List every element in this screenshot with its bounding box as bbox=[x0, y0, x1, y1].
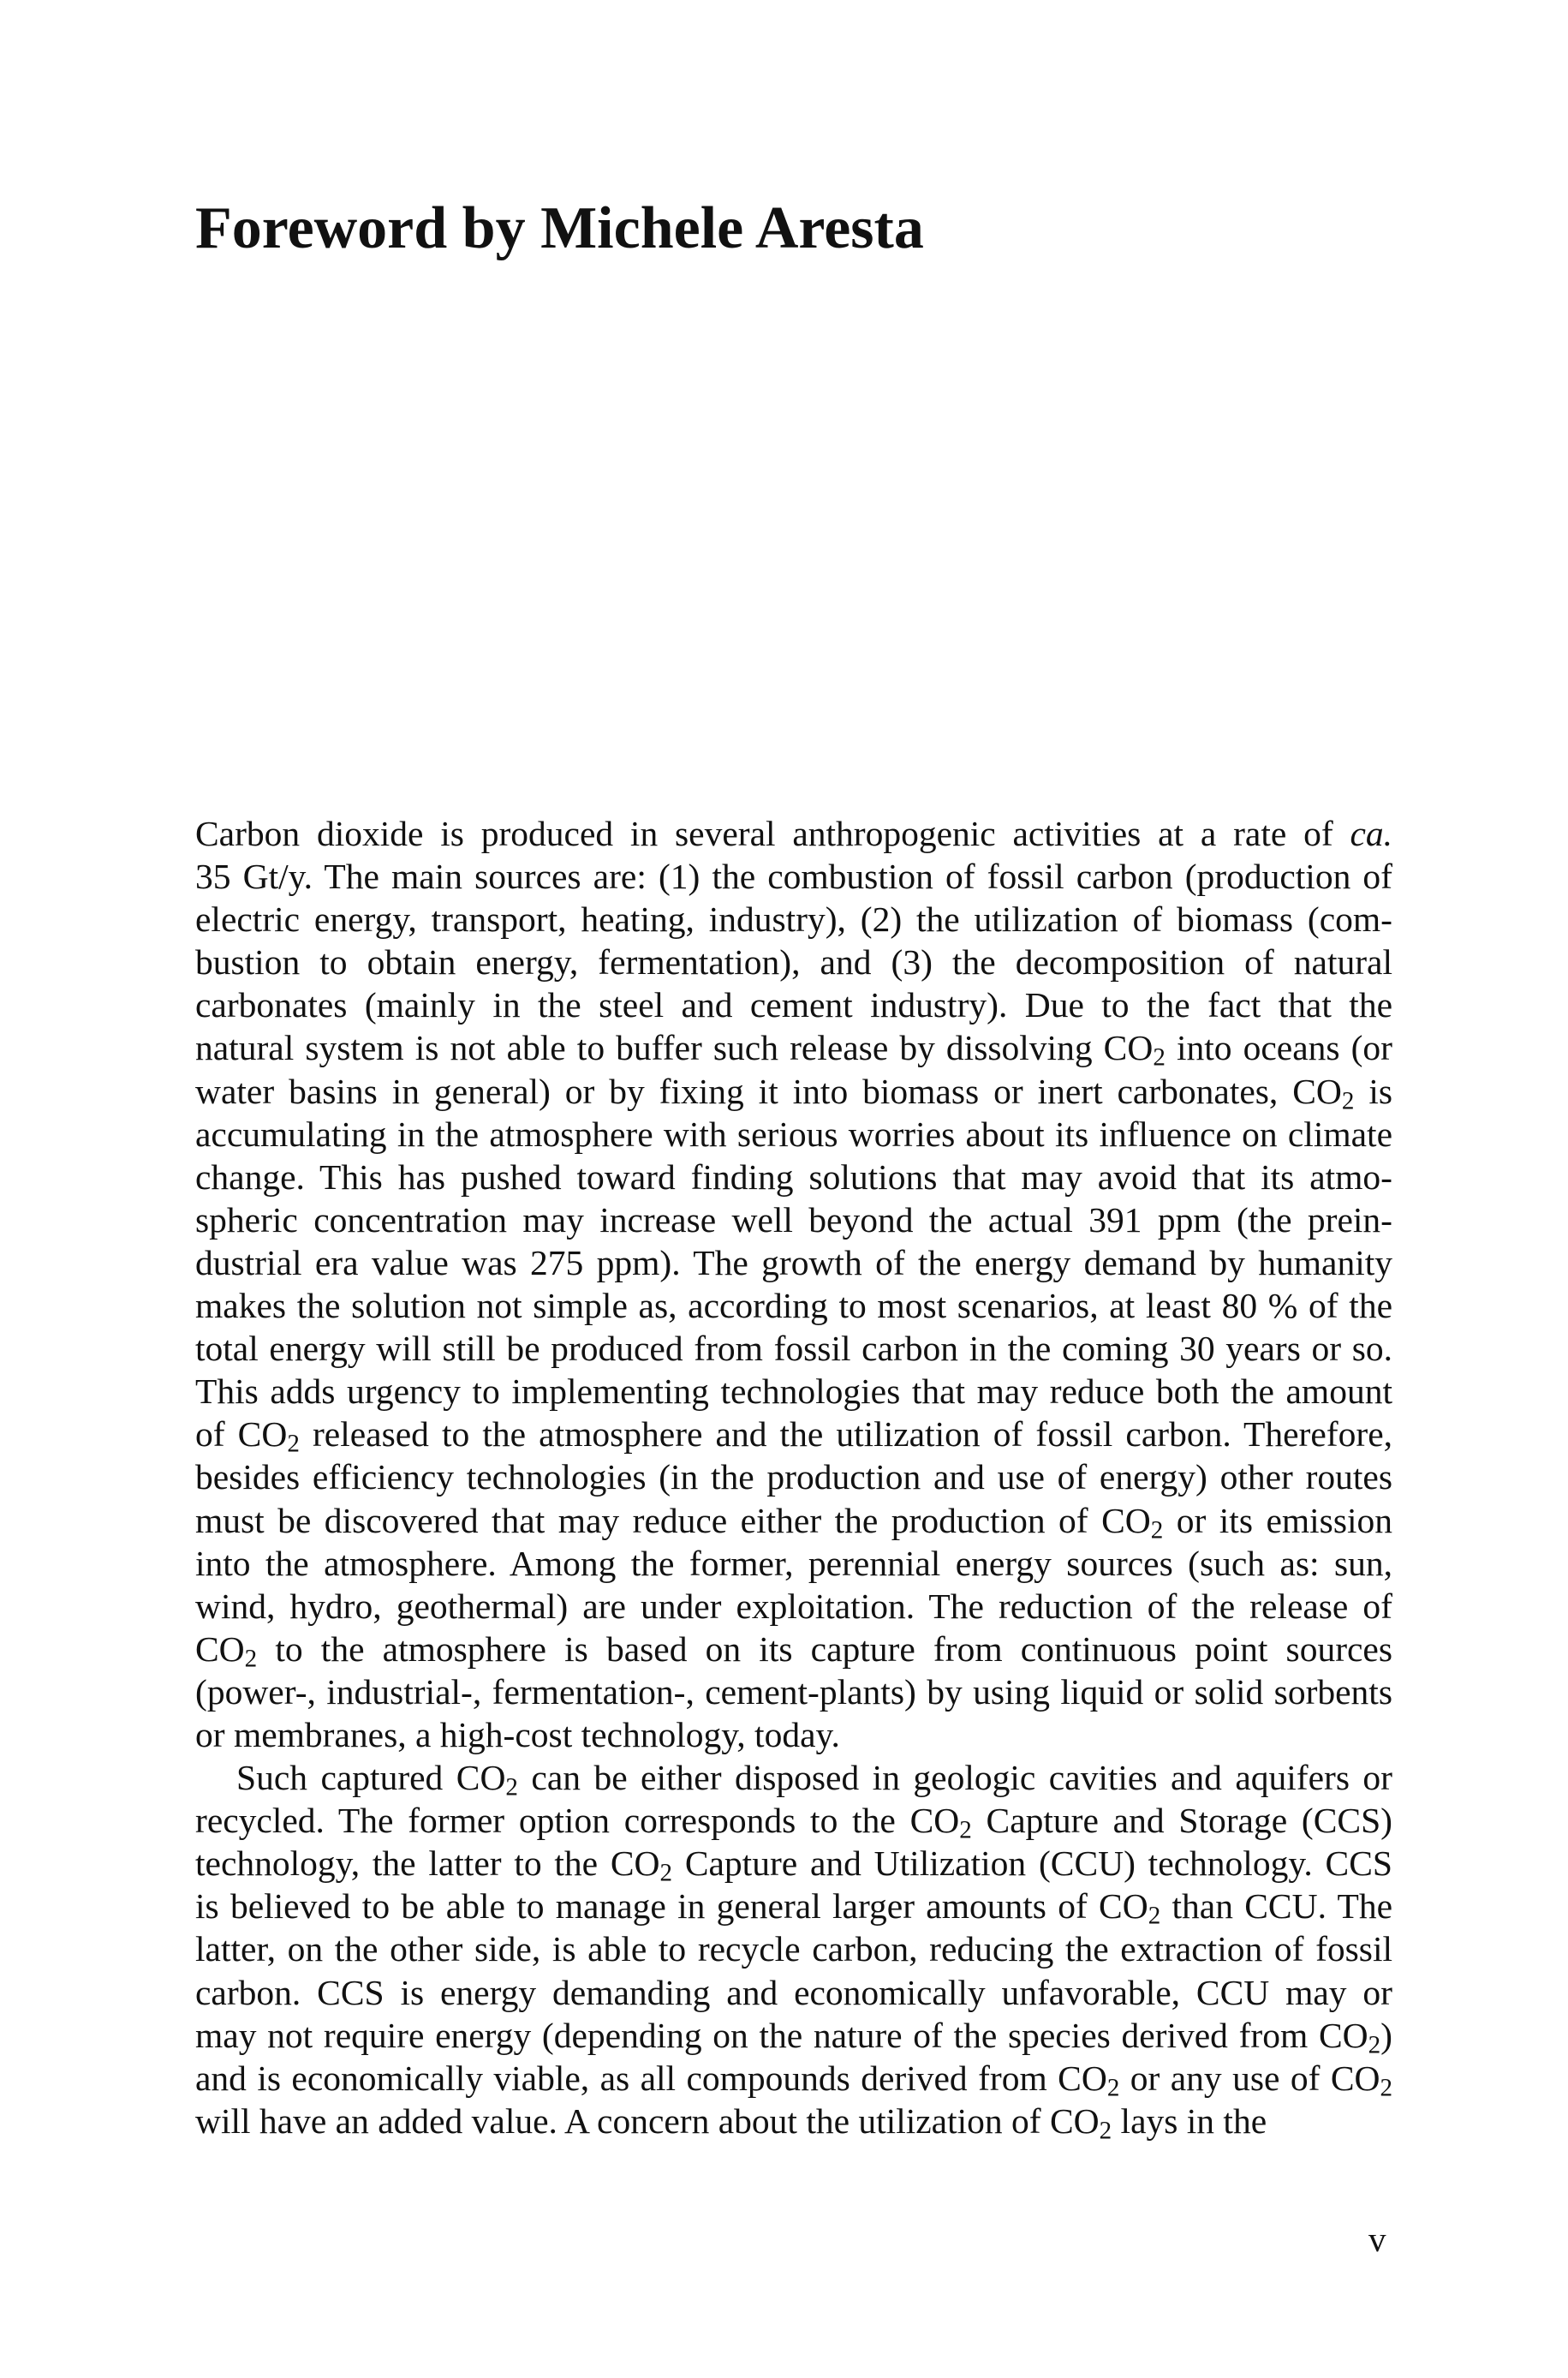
text-line: may not require energy (depending on the nature of the species derived from $CO_2$) bbox=[195, 2015, 1392, 2059]
body-text bbox=[195, 812, 1393, 2145]
text-line: spheric concentration may increase well beyond the actual 391 ppm (the prein- bbox=[195, 1199, 1392, 1240]
subscript: 2 bbox=[1153, 1043, 1166, 1072]
text-line: wind, hydro, geothermal) are under exploitation. The reduction of the release of bbox=[195, 1586, 1392, 1626]
subscript: 2 bbox=[1380, 2074, 1392, 2102]
subscript: 2 bbox=[1341, 1086, 1355, 1114]
text-line: or membranes, a high-cost technology, today. bbox=[195, 1714, 840, 1754]
text-line: natural system is not able to buffer such release by dissolving $CO_2$ into oceans (or bbox=[195, 1028, 1393, 1072]
page-number: v bbox=[1368, 2220, 1386, 2259]
subscript: 2 bbox=[1148, 1902, 1161, 1930]
subscript: 2 bbox=[959, 1816, 972, 1844]
text-line: carbonates (mainly in the steel and cement industry). Due to the fact that the bbox=[195, 985, 1392, 1025]
text-line: This adds urgency to implementing technologies that may reduce both the amount bbox=[195, 1371, 1392, 1412]
text-line: recycled. The former option corresponds to the $CO_2$ Capture and Storage (CCS) bbox=[195, 1801, 1393, 1844]
subscript: 2 bbox=[244, 1645, 258, 1673]
text-line: technology, the latter to the $CO_2$ Capture and Utilization (CCU) technology. CCS bbox=[195, 1843, 1392, 1887]
subscript: 2 bbox=[1368, 2031, 1381, 2059]
text-line: bustion to obtain energy, fermentation), and (3) the decomposition of natural bbox=[195, 942, 1392, 983]
italic-text: ca. bbox=[1350, 814, 1392, 853]
text-line: $CO_2$ to the atmosphere is based on its capture from continuous point sources bbox=[195, 1628, 1392, 1673]
text-line: (power-, industrial-, fermentation-, cement-plants) by using liquid or solid sorbents bbox=[195, 1671, 1392, 1712]
subscript: 2 bbox=[505, 1773, 518, 1801]
text-line: electric energy, transport, heating, industry), (2) the utilization of biomass (com- bbox=[195, 899, 1392, 940]
subscript: 2 bbox=[1099, 2117, 1112, 2145]
text-line: dustrial era value was 275 ppm). The growth of the energy demand by humanity bbox=[195, 1242, 1392, 1282]
text-line: accumulating in the atmosphere with serious worries about its influence on climate bbox=[195, 1114, 1392, 1154]
subscript: 2 bbox=[659, 1859, 673, 1887]
text-line: will have an added value. A concern about the utilization of $CO_2$ lays in the bbox=[195, 2100, 1267, 2145]
paragraph-1 bbox=[195, 812, 1392, 1756]
text-line: must be discovered that may reduce either the production of $CO_2$ or its emission bbox=[195, 1500, 1392, 1544]
text-line: Carbon dioxide is produced in several anthropogenic activities at a rate of ca. bbox=[195, 814, 1392, 853]
subscript: 2 bbox=[287, 1430, 300, 1458]
text-line: and is economically viable, as all compounds derived from $CO_2$ or any use of $CO_2$ bbox=[195, 2058, 1392, 2102]
page-title: Foreword by Michele Aresta bbox=[195, 195, 924, 261]
text-line: makes the solution not simple as, according to most scenarios, at least 80 % of the bbox=[195, 1286, 1392, 1326]
text-line: change. This has pushed toward finding solutions that may avoid that its atmo- bbox=[195, 1156, 1392, 1197]
text-line: of $CO_2$ released to the atmosphere and the utilization of fossil carbon. Therefore, bbox=[195, 1414, 1392, 1458]
text-line: water basins in general) or by fixing it into biomass or inert carbonates, $CO_2$ is bbox=[195, 1071, 1392, 1114]
text-line: Such captured $CO_2$ can be either disposed in geologic cavities and aquifers or bbox=[236, 1758, 1393, 1801]
subscript: 2 bbox=[1150, 1515, 1164, 1544]
text-line: besides efficiency technologies (in the production and use of energy) other routes bbox=[195, 1457, 1392, 1497]
text-line: 35 Gt/y. The main sources are: (1) the combustion of fossil carbon (production of bbox=[195, 857, 1392, 897]
subscript: 2 bbox=[1106, 2074, 1120, 2102]
text-line: into the atmosphere. Among the former, perennial energy sources (such as: sun, bbox=[195, 1543, 1392, 1583]
text-line: total energy will still be produced from fossil carbon in the coming 30 years or so. bbox=[195, 1329, 1392, 1369]
text-line: carbon. CCS is energy demanding and economically unfavorable, CCU may or bbox=[195, 1972, 1392, 2012]
paragraph-2 bbox=[195, 1756, 1393, 2145]
text-line: latter, on the other side, is able to recycle carbon, reducing the extraction of fossil bbox=[195, 1929, 1392, 1969]
text-line: is believed to be able to manage in general larger amounts of $CO_2$ than CCU. The bbox=[195, 1886, 1392, 1930]
